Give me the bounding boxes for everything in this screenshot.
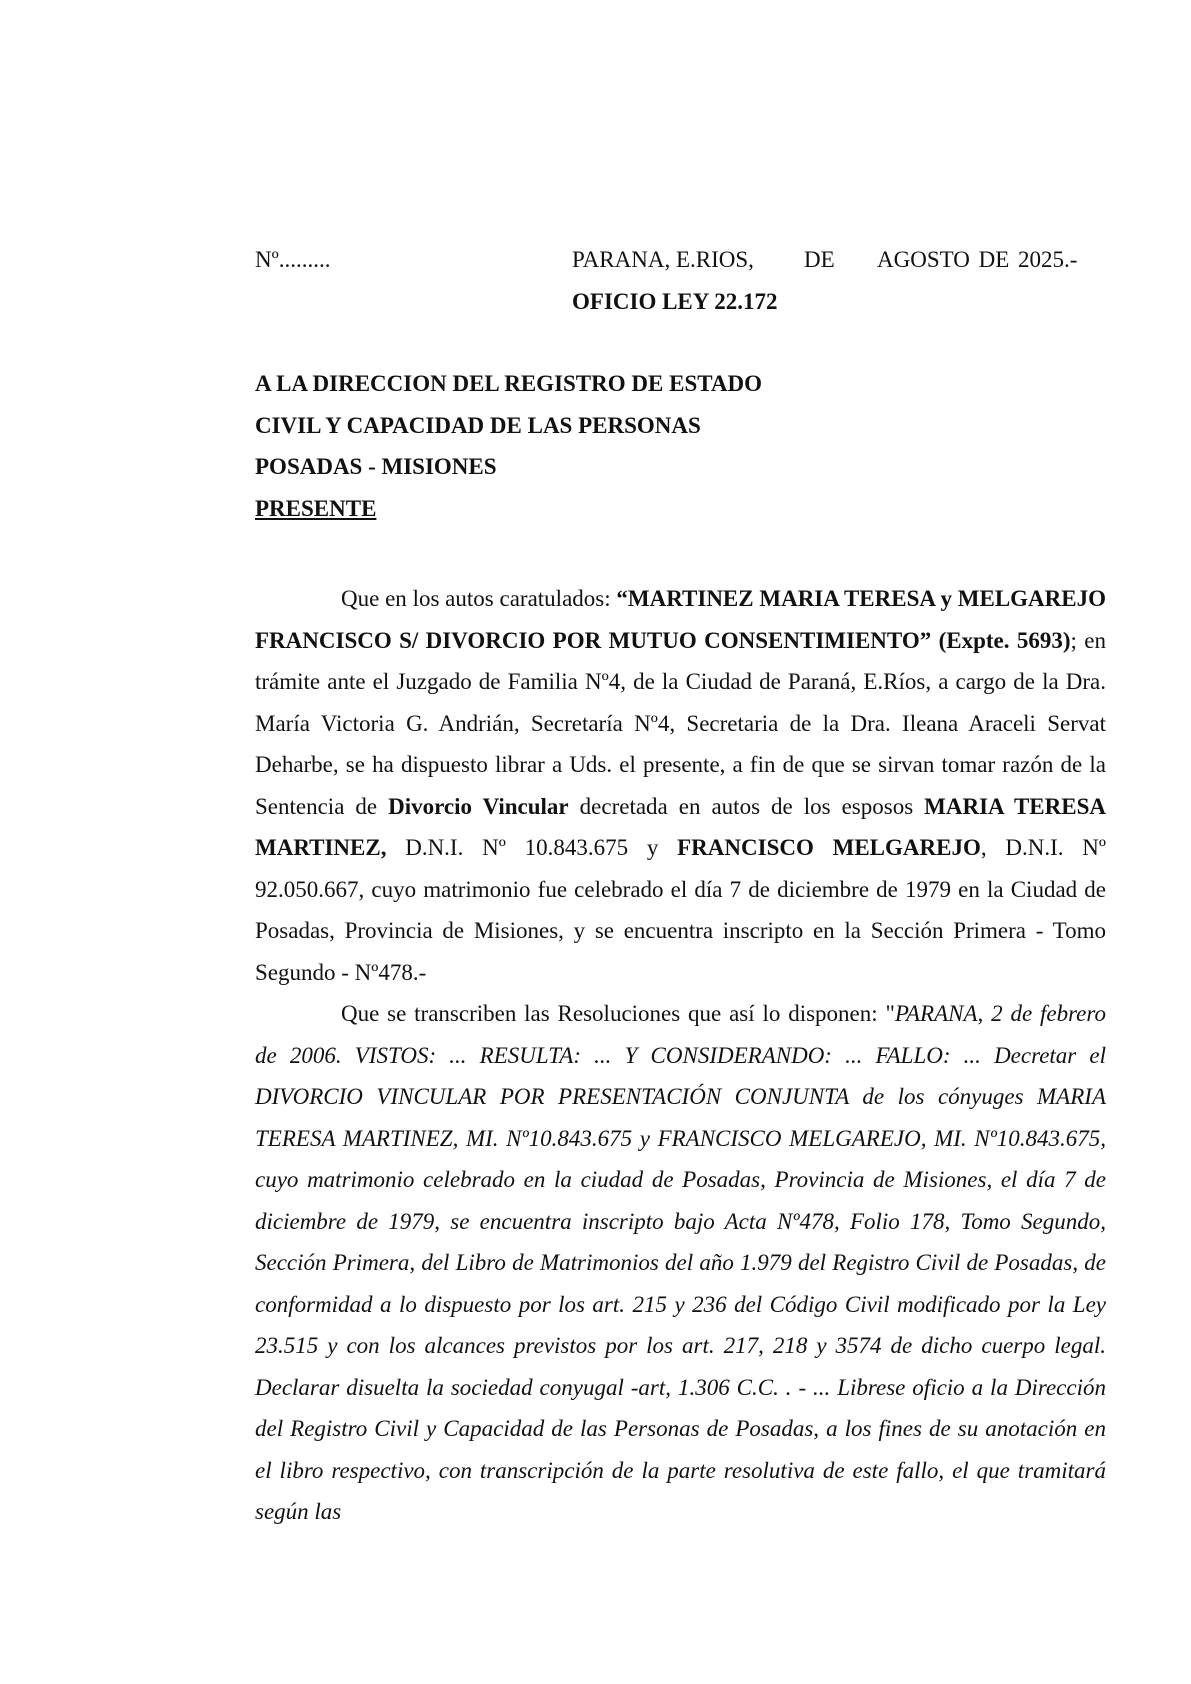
paragraph-2 [255, 993, 1106, 1533]
date: AGOSTO DE 2025.- [877, 247, 1078, 272]
case-title: “MARTINEZ MARIA TERESA y MELGAREJO FRANCISCO S/ DIVORCIO POR MUTUO CONSENTIMIENTO” (Expte. 5693) [255, 586, 1106, 653]
divorce-type: Divorcio Vincular [388, 793, 569, 819]
p1-text-3: decretada en autos de los esposos [568, 793, 925, 819]
date-de: DE [804, 247, 835, 272]
p1-text-2: ; en trámite ante el Juzgado de Familia Nº4, de la Ciudad de Paraná, E.Ríos, a cargo de la Dra. María Victoria G. Andrián, Secretaría Nº4, Secretaria de la Dra. Ileana Araceli Servat Deharbe, se ha dispuesto librar a Uds. el presente, a fin de que se sirvan tomar razón de la Sentencia de [255, 627, 1107, 819]
addressee-line-1: A LA DIRECCION DEL REGISTRO DE ESTADO [255, 371, 762, 396]
p2-text-1: Que se transcriben las Resoluciones que así lo disponen: " [341, 1001, 895, 1026]
p1-text-1: Que en los autos caratulados: [341, 586, 617, 611]
resolution-quote: PARANA, 2 de febrero de 2006. VISTOS: ... RESULTA: ... Y CONSIDERANDO: ... FALLO: ... Decretar el DIVORCIO VINCULAR POR PRESENTACIÓN CONJUNTA de los cónyuges MARIA TERESA MARTINEZ, MI. Nº10.843.675 y FRANCISCO MELGAREJO, MI. Nº10.843.675, cuyo matrimonio celebrado en la ciudad de Posadas, Provincia de Misiones, el día 7 de diciembre de 1979, se encuentra inscripto bajo Acta Nº478, Folio 178, Tomo Segundo, Sección Primera, del Libro de Matrimonios del año 1.979 del Registro Civil de Posadas, de conformidad a lo dispuesto por los art. 215 y 236 del Código Civil modificado por la Ley 23.515 y con los alcances previstos por los art. 217, 218 y 3574 de dicho cuerpo legal. Declarar disuelta la sociedad conyugal -art, 1.306 C.C. . - ... Librese oficio a la Dirección del Registro Civil y Capacidad de las Personas de Posadas, a los fines de su anotación en el libro respectivo, con transcripción de la parte resolutiva de este fallo, el que tramitará según las [255, 1001, 1106, 1524]
oficio-title: OFICIO LEY 22.172 [572, 289, 778, 314]
body-text [255, 578, 1106, 1533]
addressee-line-2: CIVIL Y CAPACIDAD DE LAS PERSONAS [255, 413, 701, 438]
addressee-line-4: PRESENTE [255, 496, 377, 521]
spouse-1-name: MARIA TERESA MARTINEZ, [255, 793, 1106, 860]
oficio-number: Nº......... [255, 247, 331, 272]
paragraph-1 [255, 578, 1106, 993]
p1-text-5: , D.N.I. Nº 92.050.667, cuyo matrimonio fue celebrado el día 7 de diciembre de 1979 en la Ciudad de Posadas, Provincia de Misiones, y se encuentra inscripto en la Sección Primera - Tomo Segundo - Nº478.- [255, 835, 1106, 985]
p1-text-4: D.N.I. Nº 10.843.675 y [386, 835, 678, 860]
place: PARANA, E.RIOS, [572, 247, 754, 272]
addressee-line-3: POSADAS - MISIONES [255, 454, 497, 479]
spouse-2-name: FRANCISCO MELGAREJO [677, 835, 981, 860]
